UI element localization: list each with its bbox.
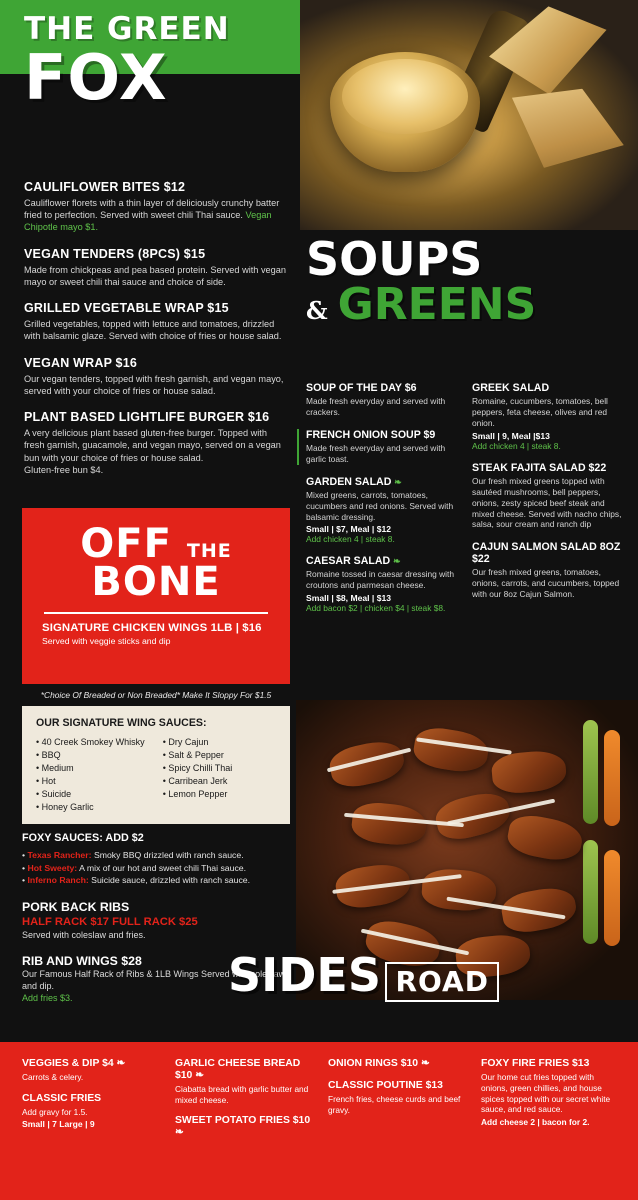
list-item: • Suicide	[36, 788, 145, 801]
photo-wing	[490, 749, 567, 795]
foxy-sauce-label: Inferno Ranch:	[27, 875, 89, 886]
divider	[44, 612, 268, 614]
list-item: • Medium	[36, 762, 145, 775]
menu-item-desc: Grilled vegetables, topped with lettuce and tomatoes, drizzled with balsamic glaze. Served with choice of fries or house salad.	[24, 319, 282, 342]
menu-item	[306, 476, 458, 545]
salads-column	[472, 382, 624, 624]
menu-item-desc: Mixed greens, carrots, tomatoes, cucumbers and red onions. Served with balsamic dressing.	[306, 489, 454, 522]
sides-column-1	[22, 1058, 163, 1149]
menu-item-name: GREEK SALAD	[472, 382, 550, 394]
sides-word: SIDES	[228, 948, 381, 1002]
menu-item-name: VEGAN TENDERS (8PCS) $15	[24, 246, 206, 261]
foxy-sauce-label: Hot Sweety:	[27, 862, 78, 873]
menu-item-name: ONION RINGS $10 ❧	[328, 1058, 430, 1069]
menu-item-addon: Add chicken 4 | steak 8.	[306, 534, 395, 545]
menu-item-name: VEGAN WRAP $16	[24, 355, 138, 370]
menu-item-price: Small | $8, Meal | $13	[306, 593, 392, 604]
menu-item-price: Small | 7 Large | 9	[22, 1119, 95, 1130]
menu-item-desc: Romaine tossed in caesar dressing with croutons and parmesan cheese.	[306, 569, 455, 591]
menu-item	[22, 1093, 163, 1130]
brand-logo	[24, 11, 230, 114]
foxy-sauce-row: • Hot Sweety: A mix of our hot and sweet chili Thai sauce.	[22, 862, 247, 873]
foxy-sauce-row: • Inferno Ranch: Suicide sauce, drizzled with ranch sauce.	[22, 875, 251, 886]
ampersand: &	[306, 296, 328, 326]
menu-item	[472, 382, 624, 451]
menu-item-desc: Our vegan tenders, topped with fresh garnish, and vegan mayo, served with your choice of fries or house salad.	[24, 373, 284, 396]
menu-item-name: CAJUN SALMON SALAD 8OZ $22	[472, 541, 621, 566]
hero-soup-photo	[300, 0, 638, 230]
menu-item-name: RIB AND WINGS $28	[22, 954, 142, 968]
menu-item-name: FRENCH ONION SOUP $9	[306, 428, 436, 441]
menu-item-addon: Add fries $3.	[22, 993, 73, 1004]
menu-item	[472, 541, 624, 600]
photo-wing	[350, 800, 428, 848]
menu-item	[24, 180, 286, 234]
menu-item	[24, 247, 286, 288]
menu-item-name: CAESAR SALAD ❧	[306, 555, 401, 568]
menu-item	[306, 555, 458, 613]
menu-item-name: SOUP OF THE DAY $6	[306, 382, 417, 394]
menu-item-price: Small | $7, Meal | $12	[306, 524, 392, 535]
photo-toast-2	[497, 73, 634, 185]
menu-item-desc: Served with coleslaw and fries.	[22, 930, 146, 940]
menu-item-price: HALF RACK $17 FULL RACK $25	[22, 916, 198, 928]
leaf-icon: ❧	[195, 1069, 204, 1081]
wing-sauces-lists	[36, 736, 276, 814]
menu-item-desc: Made from chickpeas and pea based protein. Served with vegan mayo or sweet chili thai sauce and choice of side.	[24, 264, 287, 287]
menu-item-addon: Add cheese 2 | bacon for 2.	[481, 1117, 590, 1128]
signature-wings-item	[22, 622, 290, 646]
vegetarian-items-column	[24, 180, 286, 489]
photo-wing	[505, 811, 585, 864]
menu-item-note: Vegan Chipotle mayo $1.	[24, 210, 272, 233]
menu-item-desc: A very delicious plant based gluten-free burger. Topped with fresh garnish, guacamole, and vegan mayo, served on a vegan bun with your choice of fries or house salad.	[24, 428, 281, 463]
menu-item	[22, 900, 290, 940]
soups-column	[306, 382, 458, 624]
leaf-icon: ❧	[175, 1127, 184, 1139]
foxy-sauce-row: • Texas Rancher: Smoky BBQ drizzled with ranch sauce.	[22, 850, 244, 860]
menu-item	[297, 429, 458, 465]
menu-item-addon: Add chicken 4 | steak 8.	[472, 440, 561, 451]
off-the-bone-line-1: OFF THE	[80, 521, 232, 567]
brand-line-2: FOX	[24, 41, 168, 114]
menu-item-desc: Cauliflower florets with a thin layer of deliciously crunchy batter fried to perfection. Served with sweet chili Thai sauce. Vegan Chipotle mayo $1.	[24, 198, 280, 233]
menu-item-name: SIGNATURE CHICKEN WINGS 1LB | $16	[42, 621, 262, 634]
menu-item	[481, 1058, 622, 1127]
photo-celery-stick	[583, 840, 598, 944]
menu-item	[24, 410, 286, 476]
foxy-sauces-title: FOXY SAUCES: ADD $2	[22, 832, 144, 844]
road-box	[385, 962, 499, 1002]
sauce-list-column-2	[163, 736, 233, 814]
sides-column-4	[481, 1058, 622, 1149]
sloppy-note: *Choice Of Breaded or Non Breaded* Make It Sloppy For $1.5	[40, 690, 272, 700]
menu-item	[175, 1058, 316, 1105]
menu-item	[24, 356, 286, 397]
leaf-icon: ❧	[420, 1058, 430, 1069]
menu-item-desc: Made fresh everyday and served with garlic toast.	[306, 442, 446, 464]
foxy-sauces-section	[22, 832, 290, 887]
foxy-sauce-desc: Smoky BBQ drizzled with ranch sauce.	[91, 850, 244, 860]
list-item: • BBQ	[36, 749, 145, 762]
leaf-icon: ❧	[394, 476, 402, 487]
list-item: • Spicy Chilli Thai	[163, 762, 233, 775]
list-item: • Salt & Pepper	[163, 749, 233, 762]
menu-item-desc: Romaine, cucumbers, tomatoes, bell peppers, feta cheese, olives and red onion.	[472, 396, 608, 428]
menu-item-name: CLASSIC FRIES	[22, 1092, 102, 1104]
menu-item-desc: Our home cut fries topped with onions, green chillies, and house spices topped with our secret white sauce, and red sauce.	[481, 1071, 611, 1115]
list-item: • Honey Garlic	[36, 801, 145, 814]
menu-item-desc: Add gravy for 1.5.	[22, 1106, 88, 1117]
menu-item	[472, 462, 624, 531]
menu-item-desc: Made fresh everyday and served with crackers.	[306, 396, 446, 417]
off-the-bone-line-2: BONE	[91, 558, 221, 605]
menu-item	[175, 1115, 316, 1139]
menu-item-name: VEGGIES & DIP $4 ❧	[22, 1058, 126, 1069]
menu-item-name: STEAK FAJITA SALAD $22	[472, 461, 607, 474]
greens-word: GREENS	[337, 278, 537, 330]
sides-column-3	[328, 1058, 469, 1149]
leaf-icon: ❧	[116, 1058, 126, 1069]
menu-item-desc: Ciabatta bread with garlic butter and mixed cheese.	[175, 1083, 309, 1105]
menu-item	[24, 301, 286, 342]
menu-item	[328, 1058, 469, 1070]
sides-heading	[228, 948, 620, 1012]
brand-line-1: THE GREEN	[24, 11, 230, 47]
sides-column-2	[175, 1058, 316, 1149]
menu-item-name: PORK BACK RIBS	[22, 900, 130, 914]
photo-soup-bowl	[330, 52, 480, 172]
menu-item	[306, 382, 458, 418]
menu-item-desc: Our Famous Half Rack of Ribs & 1LB Wings Served with coleslaw, and dip.	[22, 969, 288, 992]
photo-carrot-stick	[604, 850, 620, 946]
menu-item-name: GRILLED VEGETABLE WRAP $15	[24, 301, 229, 316]
menu-item-name: GARDEN SALAD ❧	[306, 475, 402, 488]
menu-item	[22, 1058, 163, 1083]
off-the-bone-panel	[22, 508, 290, 684]
foxy-sauce-desc: Suicide sauce, drizzled with ranch sauce.	[88, 875, 251, 886]
menu-item-name: GARLIC CHEESE BREAD $10 ❧	[175, 1058, 301, 1081]
menu-item-desc: Carrots & celery.	[22, 1071, 84, 1082]
sides-columns	[22, 1058, 622, 1149]
photo-celery-stick	[583, 720, 598, 824]
foxy-sauce-desc: A mix of our hot and sweet chili Thai sauce.	[77, 862, 247, 873]
wing-sauces-title: OUR SIGNATURE WING SAUCES:	[36, 717, 207, 729]
menu-item-price: Small | 9, Meal |$13	[472, 430, 550, 441]
photo-wing	[327, 737, 408, 792]
menu-item-desc: Served with veggie sticks and dip	[42, 635, 171, 646]
menu-item-name: CAULIFLOWER BITES $12	[24, 180, 186, 194]
road-word: ROAD	[395, 965, 489, 998]
menu-item-name: SWEET POTATO FRIES $10 ❧	[175, 1115, 311, 1139]
foxy-sauce-label: Texas Rancher:	[27, 850, 92, 860]
off-the-bone-heading	[22, 508, 290, 605]
wing-sauces-panel	[22, 706, 290, 824]
menu-item-desc: French fries, cheese curds and beef gravy.	[328, 1093, 461, 1115]
soups-greens-heading	[306, 232, 626, 330]
menu-item-addon: Add bacon $2 | chicken $4 | steak $8.	[306, 603, 446, 614]
list-item: • Lemon Pepper	[163, 788, 233, 801]
menu-item-name: PLANT BASED LIGHTLIFE BURGER $16	[24, 410, 270, 425]
soups-greens-columns	[306, 382, 624, 624]
sauce-list-column-1	[36, 736, 145, 814]
list-item: • Hot	[36, 775, 145, 788]
soups-word: SOUPS	[306, 232, 483, 286]
list-item: • Carribean Jerk	[163, 775, 233, 788]
menu-item-desc: Our fresh mixed greens topped with sautéed mushrooms, bell peppers, onions, zesty spiced beef steak and mixed cheese. Served with nacho chips, salsa, sour cream and ranch dip	[472, 475, 622, 530]
menu-item-name: FOXY FIRE FRIES $13	[481, 1058, 590, 1069]
list-item: • Dry Cajun	[163, 736, 233, 749]
leaf-icon: ❧	[393, 556, 401, 567]
menu-item-note: Gluten-free bun $4.	[24, 464, 104, 475]
menu-item-desc: Our fresh mixed greens, tomatoes, onions, carrots, and cucumbers, topped with our 8oz Cajun Salmon.	[472, 567, 620, 600]
menu-item-name: CLASSIC POUTINE $13	[328, 1079, 443, 1091]
list-item: • 40 Creek Smokey Whisky	[36, 736, 145, 749]
photo-carrot-stick	[604, 730, 620, 826]
menu-item	[328, 1080, 469, 1116]
